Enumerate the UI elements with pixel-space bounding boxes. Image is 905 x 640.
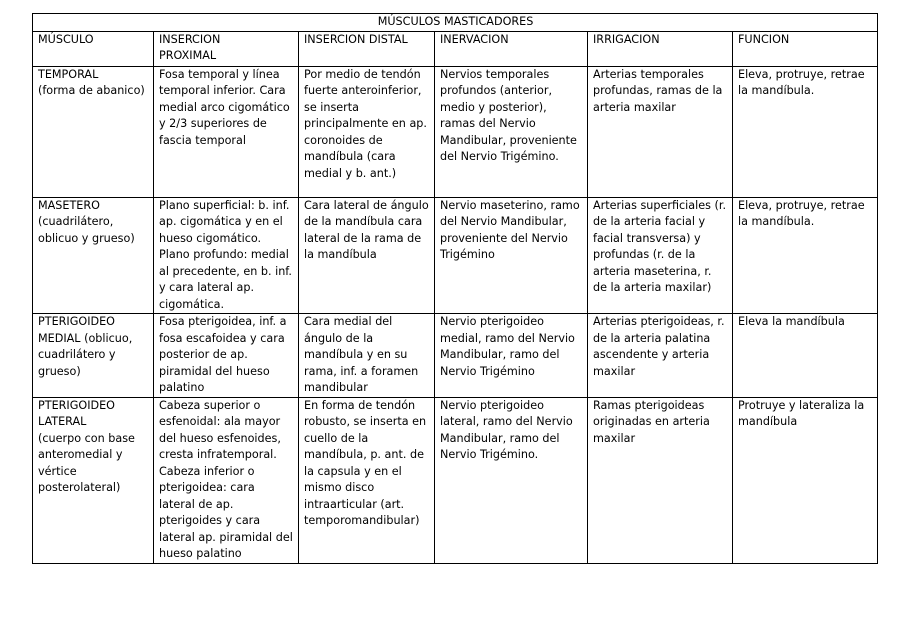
cell-inervacion: Nervios temporales profundos (anterior, medio y posterior), ramas del Nervio Mandibular, proveniente del Nervio Trigémino. bbox=[435, 66, 588, 197]
cell-irrigacion: Arterias temporales profundas, ramas de la arteria maxilar bbox=[588, 66, 733, 197]
header-insercion-proximal: INSERCION PROXIMAL bbox=[154, 31, 299, 66]
table-row bbox=[33, 314, 878, 398]
cell-insercion-distal: Por medio de tendón fuerte anteroinferior, se inserta principalmente en ap. coronoides de mandíbula (cara medial y b. ant.) bbox=[299, 66, 435, 197]
table-row bbox=[33, 66, 878, 197]
cell-musculo: MASETERO (cuadrilátero, oblicuo y grueso) bbox=[33, 197, 154, 314]
cell-musculo: PTERIGOIDEO LATERAL (cuerpo con base anteromedial y vértice posterolateral) bbox=[33, 397, 154, 563]
cell-musculo: PTERIGOIDEO MEDIAL (oblicuo, cuadrilátero y grueso) bbox=[33, 314, 154, 398]
header-funcion: FUNCION bbox=[733, 31, 878, 66]
cell-insercion-proximal: Fosa temporal y línea temporal inferior. Cara medial arco cigomático y 2/3 superiores de fascia temporal bbox=[154, 66, 299, 197]
cell-musculo: TEMPORAL (forma de abanico) bbox=[33, 66, 154, 197]
cell-funcion: Protruye y lateraliza la mandíbula bbox=[733, 397, 878, 563]
cell-funcion: Eleva la mandíbula bbox=[733, 314, 878, 398]
cell-inervacion: Nervio maseterino, ramo del Nervio Mandibular, proveniente del Nervio Trigémino bbox=[435, 197, 588, 314]
cell-insercion-proximal: Plano superficial: b. inf. ap. cigomática y en el hueso cigomático. Plano profundo: medial al precedente, en b. inf. y cara lateral ap. cigomática. bbox=[154, 197, 299, 314]
header-insercion-distal: INSERCION DISTAL bbox=[299, 31, 435, 66]
cell-insercion-distal: Cara lateral de ángulo de la mandíbula cara lateral de la rama de la mandíbula bbox=[299, 197, 435, 314]
cell-insercion-proximal: Cabeza superior o esfenoidal: ala mayor del hueso esfenoides, cresta infratemporal. Cabeza inferior o pterigoidea: cara lateral de ap. pterigoides y cara lateral ap. piramidal del hueso palatino bbox=[154, 397, 299, 563]
cell-funcion: Eleva, protruye, retrae la mandíbula. bbox=[733, 197, 878, 314]
table-row bbox=[33, 397, 878, 563]
header-row bbox=[33, 31, 878, 66]
header-irrigacion: IRRIGACION bbox=[588, 31, 733, 66]
cell-insercion-distal: Cara medial del ángulo de la mandíbula y en su rama, inf. a foramen mandibular bbox=[299, 314, 435, 398]
cell-insercion-proximal: Fosa pterigoidea, inf. a fosa escafoidea y cara posterior de ap. piramidal del hueso palatino bbox=[154, 314, 299, 398]
table-row bbox=[33, 197, 878, 314]
header-musculo: MÚSCULO bbox=[33, 31, 154, 66]
cell-inervacion: Nervio pterigoideo lateral, ramo del Nervio Mandibular, ramo del Nervio Trigémino. bbox=[435, 397, 588, 563]
cell-inervacion: Nervio pterigoideo medial, ramo del Nervio Mandibular, ramo del Nervio Trigémino bbox=[435, 314, 588, 398]
cell-insercion-distal: En forma de tendón robusto, se inserta en cuello de la mandíbula, p. ant. de la capsula y en el mismo disco intraarticular (art. temporomandibular) bbox=[299, 397, 435, 563]
cell-irrigacion: Arterias pterigoideas, r. de la arteria palatina ascendente y arteria maxilar bbox=[588, 314, 733, 398]
muscles-table bbox=[32, 13, 878, 564]
cell-irrigacion: Ramas pterigoideas originadas en arteria maxilar bbox=[588, 397, 733, 563]
cell-funcion: Eleva, protruye, retrae la mandíbula. bbox=[733, 66, 878, 197]
header-inervacion: INERVACION bbox=[435, 31, 588, 66]
table-title: MÚSCULOS MASTICADORES bbox=[33, 14, 878, 32]
cell-irrigacion: Arterias superficiales (r. de la arteria facial y facial transversa) y profundas (r. de la arteria maseterina, r. de la arteria maxilar) bbox=[588, 197, 733, 314]
